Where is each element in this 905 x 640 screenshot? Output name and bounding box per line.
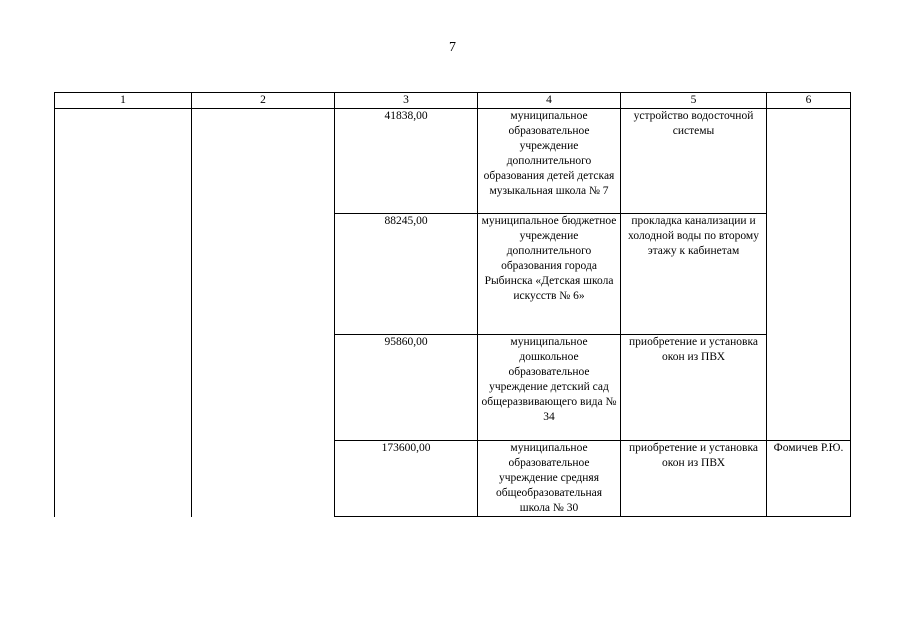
column-header-1: 1 xyxy=(55,93,192,109)
work-cell: прокладка канализации и холодной воды по второму этажу к кабинетам xyxy=(621,214,767,335)
responsible-cell: Фомичев Р.Ю. xyxy=(767,441,851,517)
header-row xyxy=(55,93,851,109)
merged-cell-col1 xyxy=(55,109,192,517)
responsible-cell-empty xyxy=(767,109,851,441)
table-row xyxy=(55,109,851,214)
institution-cell: муниципальное образовательное учреждение дополнительного образования детей детская музыкальная школа № 7 xyxy=(478,109,621,214)
amount-cell: 173600,00 xyxy=(335,441,478,517)
column-header-6: 6 xyxy=(767,93,851,109)
column-header-3: 3 xyxy=(335,93,478,109)
work-cell: приобретение и установка окон из ПВХ xyxy=(621,335,767,441)
column-header-5: 5 xyxy=(621,93,767,109)
work-cell: приобретение и установка окон из ПВХ xyxy=(621,441,767,517)
amount-cell: 41838,00 xyxy=(335,109,478,214)
institution-cell: муниципальное дошкольное образовательное учреждение детский сад общеразвивающего вида № 34 xyxy=(478,335,621,441)
data-table xyxy=(54,92,851,517)
page-number: 7 xyxy=(449,40,456,55)
amount-cell: 88245,00 xyxy=(335,214,478,335)
column-header-4: 4 xyxy=(478,93,621,109)
institution-cell: муниципальное бюджетное учреждение дополнительного образования города Рыбинска «Детская школа искусств № 6» xyxy=(478,214,621,335)
amount-cell: 95860,00 xyxy=(335,335,478,441)
institution-cell: муниципальное образовательное учреждение средняя общеобразовательная школа № 30 xyxy=(478,441,621,517)
work-cell: устройство водосточной системы xyxy=(621,109,767,214)
merged-cell-col2 xyxy=(192,109,335,517)
column-header-2: 2 xyxy=(192,93,335,109)
